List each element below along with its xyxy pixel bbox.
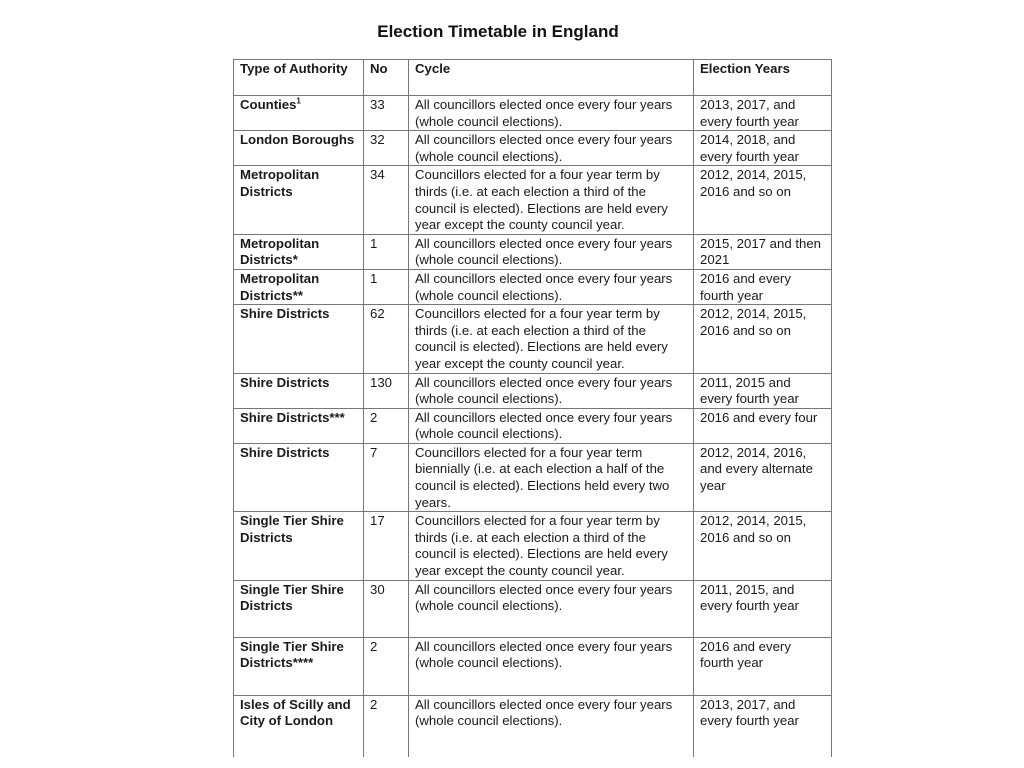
authority-cell	[234, 234, 364, 269]
authority-cell	[234, 512, 364, 580]
authority-name: Counties	[240, 97, 297, 112]
header-cycle: Cycle	[409, 60, 694, 96]
footnote-marker: 1	[296, 96, 301, 106]
count-cell: 30	[364, 580, 409, 637]
authority-name: Shire Districts	[240, 444, 330, 460]
cycle-cell: Councillors elected for a four year term by thirds (i.e. at each election a third of the council is elected). Elections are held every year except the county council year.	[409, 512, 694, 580]
authority-cell	[234, 580, 364, 637]
authority-cell	[234, 695, 364, 757]
table-row	[234, 96, 832, 131]
table-row	[234, 580, 832, 637]
header-row	[234, 60, 832, 96]
count-cell: 2	[364, 408, 409, 443]
years-cell: 2012, 2014, 2016, and every alternate year	[694, 443, 832, 511]
authority-cell	[234, 166, 364, 234]
election-timetable	[233, 59, 832, 757]
authority-name: Isles of Scilly and City of London	[240, 696, 351, 729]
years-cell: 2011, 2015, and every fourth year	[694, 580, 832, 637]
header-years: Election Years	[694, 60, 832, 96]
table-row	[234, 234, 832, 269]
authority-cell	[234, 305, 364, 373]
years-cell: 2015, 2017 and then 2021	[694, 234, 832, 269]
count-cell: 1	[364, 269, 409, 304]
table-row	[234, 305, 832, 373]
authority-cell	[234, 443, 364, 511]
cycle-cell: All councillors elected once every four years (whole council elections).	[409, 637, 694, 695]
years-cell: 2012, 2014, 2015, 2016 and so on	[694, 305, 832, 373]
count-cell: 34	[364, 166, 409, 234]
cycle-cell: Councillors elected for a four year term by thirds (i.e. at each election a third of the council is elected). Elections are held every year except the county council year.	[409, 166, 694, 234]
authority-name: Shire Districts***	[240, 409, 345, 425]
years-cell: 2013, 2017, and every fourth year	[694, 695, 832, 757]
authority-name: Single Tier Shire Districts	[240, 581, 344, 614]
authority-cell	[234, 269, 364, 304]
authority-cell	[234, 96, 364, 131]
count-cell: 1	[364, 234, 409, 269]
years-cell: 2012, 2014, 2015, 2016 and so on	[694, 166, 832, 234]
authority-name: Metropolitan Districts*	[240, 235, 320, 268]
table-row	[234, 408, 832, 443]
authority-name: Shire Districts	[240, 374, 330, 390]
cycle-cell: Councillors elected for a four year term by thirds (i.e. at each election a third of the council is elected). Elections are held every year except the county council year.	[409, 305, 694, 373]
count-cell: 130	[364, 373, 409, 408]
years-cell: 2016 and every four	[694, 408, 832, 443]
count-cell: 32	[364, 131, 409, 166]
count-cell: 7	[364, 443, 409, 511]
count-cell: 2	[364, 695, 409, 757]
table-row	[234, 269, 832, 304]
cycle-cell: All councillors elected once every four years (whole council elections).	[409, 131, 694, 166]
years-cell: 2016 and every fourth year	[694, 269, 832, 304]
years-cell: 2012, 2014, 2015, 2016 and so on	[694, 512, 832, 580]
table-row	[234, 131, 832, 166]
years-cell: 2016 and every fourth year	[694, 637, 832, 695]
years-cell: 2014, 2018, and every fourth year	[694, 131, 832, 166]
cycle-cell: All councillors elected once every four years (whole council elections).	[409, 408, 694, 443]
years-cell: 2011, 2015 and every fourth year	[694, 373, 832, 408]
cycle-cell: Councillors elected for a four year term biennially (i.e. at each election a half of the council is elected). Elections held every two years.	[409, 443, 694, 511]
authority-name: Single Tier Shire Districts	[240, 513, 344, 545]
authority-name: Metropolitan Districts	[240, 167, 320, 199]
authority-name: Shire Districts	[240, 306, 330, 322]
document-title: Election Timetable in England	[377, 22, 619, 41]
header-authority: Type of Authority	[234, 60, 364, 96]
table-row	[234, 695, 832, 757]
table-row	[234, 443, 832, 511]
cycle-cell: All councillors elected once every four years (whole council elections).	[409, 234, 694, 269]
cycle-cell: All councillors elected once every four years (whole council elections).	[409, 373, 694, 408]
cycle-cell: All councillors elected once every four years (whole council elections).	[409, 96, 694, 131]
authority-cell	[234, 373, 364, 408]
cycle-cell: All councillors elected once every four years (whole council elections).	[409, 580, 694, 637]
table-row	[234, 512, 832, 580]
count-cell: 62	[364, 305, 409, 373]
authority-cell	[234, 131, 364, 166]
table-row	[234, 637, 832, 695]
cycle-cell: All councillors elected once every four years (whole council elections).	[409, 695, 694, 757]
authority-name: Single Tier Shire Districts****	[240, 638, 344, 671]
cycle-cell: All councillors elected once every four years (whole council elections).	[409, 269, 694, 304]
count-cell: 2	[364, 637, 409, 695]
authority-cell	[234, 637, 364, 695]
authority-name: Metropolitan Districts**	[240, 270, 320, 303]
count-cell: 33	[364, 96, 409, 131]
years-cell: 2013, 2017, and every fourth year	[694, 96, 832, 131]
authority-cell	[234, 408, 364, 443]
header-no: No	[364, 60, 409, 96]
table-row	[234, 373, 832, 408]
table-row	[234, 166, 832, 234]
authority-name: London Boroughs	[240, 132, 355, 148]
count-cell: 17	[364, 512, 409, 580]
